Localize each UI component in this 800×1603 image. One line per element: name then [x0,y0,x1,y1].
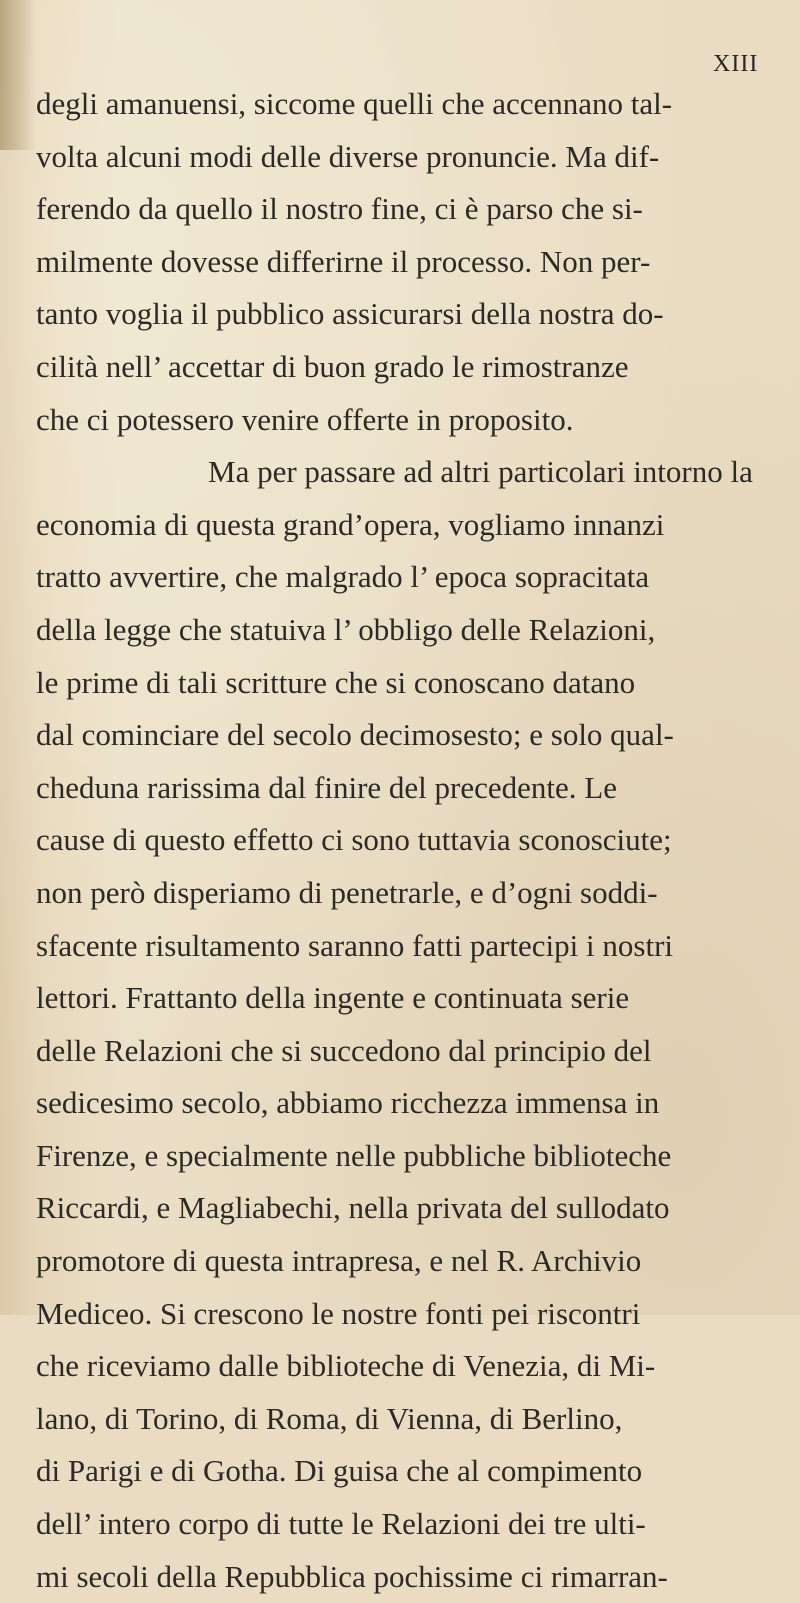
text-line: che riceviamo dalle biblioteche di Venezia, di Mi- [36,1348,656,1384]
text-line: di Parigi e di Gotha. Di guisa che al compimento [36,1453,643,1489]
text-line: lettori. Frattanto della ingente e continuata serie [36,980,630,1016]
paragraph-start-line: Ma per passare ad altri particolari intorno la [208,454,753,490]
text-line: promotore di questa intrapresa, e nel R. Archivio [36,1243,642,1279]
body-text [36,78,796,1603]
text-line: volta alcuni modi delle diverse pronuncie. Ma dif- [36,138,660,174]
text-line: cheduna rarissima dal finire del precedente. Le [36,769,617,805]
text-line: Mediceo. Si crescono le nostre fonti pei riscontri [36,1295,641,1331]
text-line: le prime di tali scritture che si conoscano datano [36,664,636,700]
text-line: dal cominciare del secolo decimosesto; e solo qual- [36,717,674,753]
text-line: cause di questo effetto ci sono tuttavia sconosciute; [36,822,672,858]
text-line: Firenze, e specialmente nelle pubbliche biblioteche [36,1137,672,1173]
text-line: sedicesimo secolo, abbiamo ricchezza immensa in [36,1085,660,1121]
text-line: che ci potessero venire offerte in proposito. [36,401,574,437]
text-line: Riccardi, e Magliabechi, nella privata del sullodato [36,1190,670,1226]
text-line: sfacente risultamento saranno fatti partecipi i nostri [36,927,673,963]
page-edge-stain [0,0,36,150]
text-line: dell’ intero corpo di tutte le Relazioni dei tre ulti- [36,1506,646,1542]
text-line: economia di questa grand’opera, vogliamo innanzi [36,506,665,542]
text-line: della legge che statuiva l’ obbligo delle Relazioni, [36,611,656,647]
text-line: degli amanuensi, siccome quelli che accennano tal- [36,86,673,121]
page-number: XIII [713,51,759,77]
text-line: tratto avvertire, che malgrado l’ epoca sopracitata [36,559,650,595]
text-line: ferendo da quello il nostro fine, ci è parso che si- [36,191,643,227]
text-line: non però disperiamo di penetrarle, e d’ogni soddi- [36,874,658,910]
text-line: cilità nell’ accettar di buon grado le rimostranze [36,348,629,384]
text-line: lano, di Torino, di Roma, di Vienna, di Berlino, [36,1400,623,1436]
text-line: milmente dovesse differirne il processo. Non per- [36,243,651,279]
text-line: tanto voglia il pubblico assicurarsi della nostra do- [36,296,664,332]
text-line: delle Relazioni che si succedono dal principio del [36,1032,652,1068]
text-line: mi secoli della Repubblica pochissime ci rimarran- [36,1558,668,1594]
